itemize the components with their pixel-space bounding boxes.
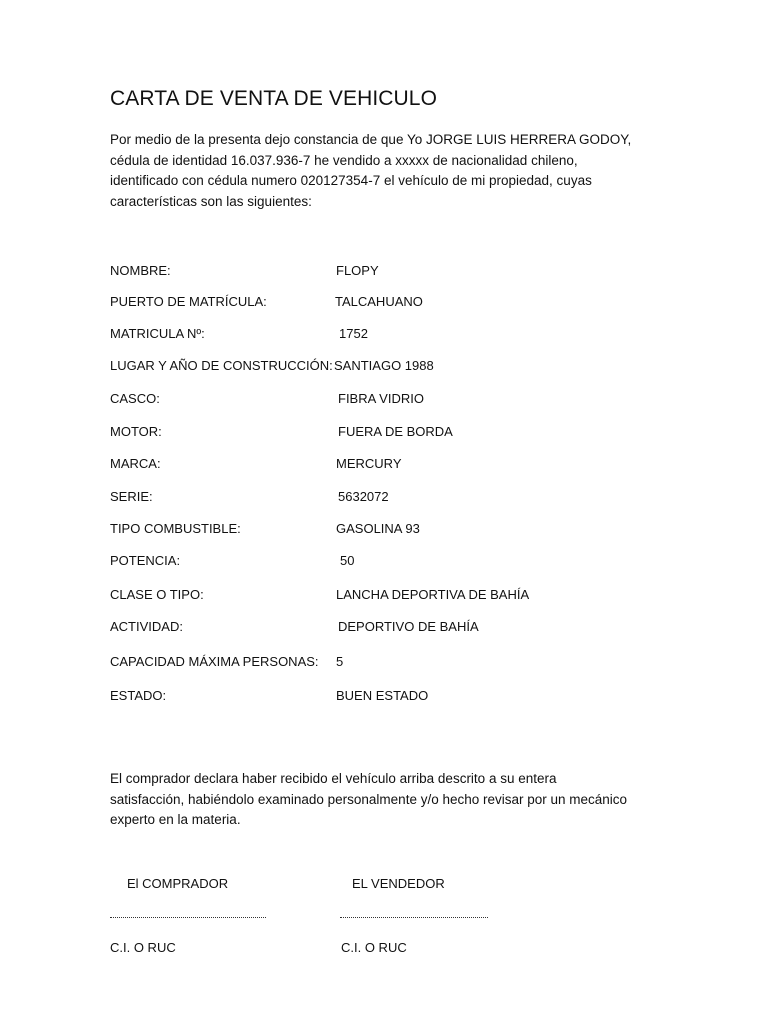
field-estado	[110, 687, 670, 705]
field-capacidad-maxima	[110, 653, 670, 671]
field-label: LUGAR Y AÑO DE CONSTRUCCIÓN:	[110, 358, 333, 373]
field-value: MERCURY	[336, 456, 402, 471]
field-value: FLOPY	[336, 263, 379, 278]
intro-paragraph	[110, 130, 670, 212]
intro-line: características son las siguientes:	[110, 193, 312, 209]
field-actividad	[110, 618, 670, 636]
field-value: FUERA DE BORDA	[338, 424, 453, 439]
document-title: CARTA DE VENTA DE VEHICULO	[110, 87, 438, 110]
buyer-signature-label: El COMPRADOR	[127, 876, 229, 891]
field-value: LANCHA DEPORTIVA DE BAHÍA	[336, 587, 530, 602]
field-puerto-matricula	[110, 293, 670, 311]
field-value: BUEN ESTADO	[336, 688, 429, 703]
seller-signature-line	[340, 917, 488, 918]
field-label: ACTIVIDAD:	[110, 619, 183, 634]
field-matricula-numero	[110, 325, 670, 343]
field-clase-tipo	[110, 586, 670, 604]
field-value: TALCAHUANO	[335, 294, 423, 309]
field-value: 50	[340, 553, 355, 568]
field-serie	[110, 488, 670, 506]
field-value: GASOLINA 93	[336, 521, 420, 536]
field-label: ESTADO:	[110, 688, 167, 703]
field-label: TIPO COMBUSTIBLE:	[110, 521, 241, 536]
field-casco	[110, 390, 670, 408]
closing-line: El comprador declara haber recibido el vehículo arriba descrito a su entera	[110, 771, 557, 786]
field-label: PUERTO DE MATRÍCULA:	[110, 294, 267, 309]
closing-line: experto en la materia.	[110, 812, 241, 827]
field-label: MARCA:	[110, 456, 161, 471]
field-value: FIBRA VIDRIO	[338, 391, 424, 406]
field-tipo-combustible	[110, 520, 670, 538]
field-value: SANTIAGO 1988	[334, 358, 434, 373]
field-potencia	[110, 552, 670, 570]
field-label: CLASE O TIPO:	[110, 587, 204, 602]
field-label: MOTOR:	[110, 424, 162, 439]
field-label: NOMBRE:	[110, 263, 171, 278]
closing-paragraph	[110, 769, 670, 831]
field-label: SERIE:	[110, 489, 153, 504]
field-nombre	[110, 262, 670, 280]
seller-id-label: C.I. O RUC	[341, 940, 407, 955]
field-label: POTENCIA:	[110, 553, 181, 568]
buyer-id-label: C.I. O RUC	[110, 940, 176, 955]
field-value: 5	[336, 654, 344, 669]
field-lugar-ano-construccion	[110, 357, 670, 375]
intro-line: identificado con cédula numero 020127354-7 el vehículo de mi propiedad, cuyas	[110, 173, 592, 188]
field-value: DEPORTIVO DE BAHÍA	[338, 619, 479, 634]
intro-line: cédula de identidad 16.037.936-7 he vendido a xxxxx de nacionalidad chileno,	[110, 152, 578, 168]
field-label: MATRICULA Nº:	[110, 326, 205, 341]
closing-line: satisfacción, habiéndolo examinado personalmente y/o hecho revisar por un mecánico	[110, 791, 628, 807]
field-motor	[110, 423, 670, 441]
field-label: CAPACIDAD MÁXIMA PERSONAS:	[110, 654, 319, 669]
intro-line: Por medio de la presenta dejo constancia de que Yo JORGE LUIS HERRERA GODOY,	[110, 132, 632, 147]
field-value: 5632072	[338, 489, 389, 504]
field-label: CASCO:	[110, 391, 160, 406]
buyer-signature-line	[110, 917, 266, 918]
seller-signature-label: EL VENDEDOR	[352, 876, 445, 891]
field-value: 1752	[339, 326, 368, 341]
field-marca	[110, 455, 670, 473]
